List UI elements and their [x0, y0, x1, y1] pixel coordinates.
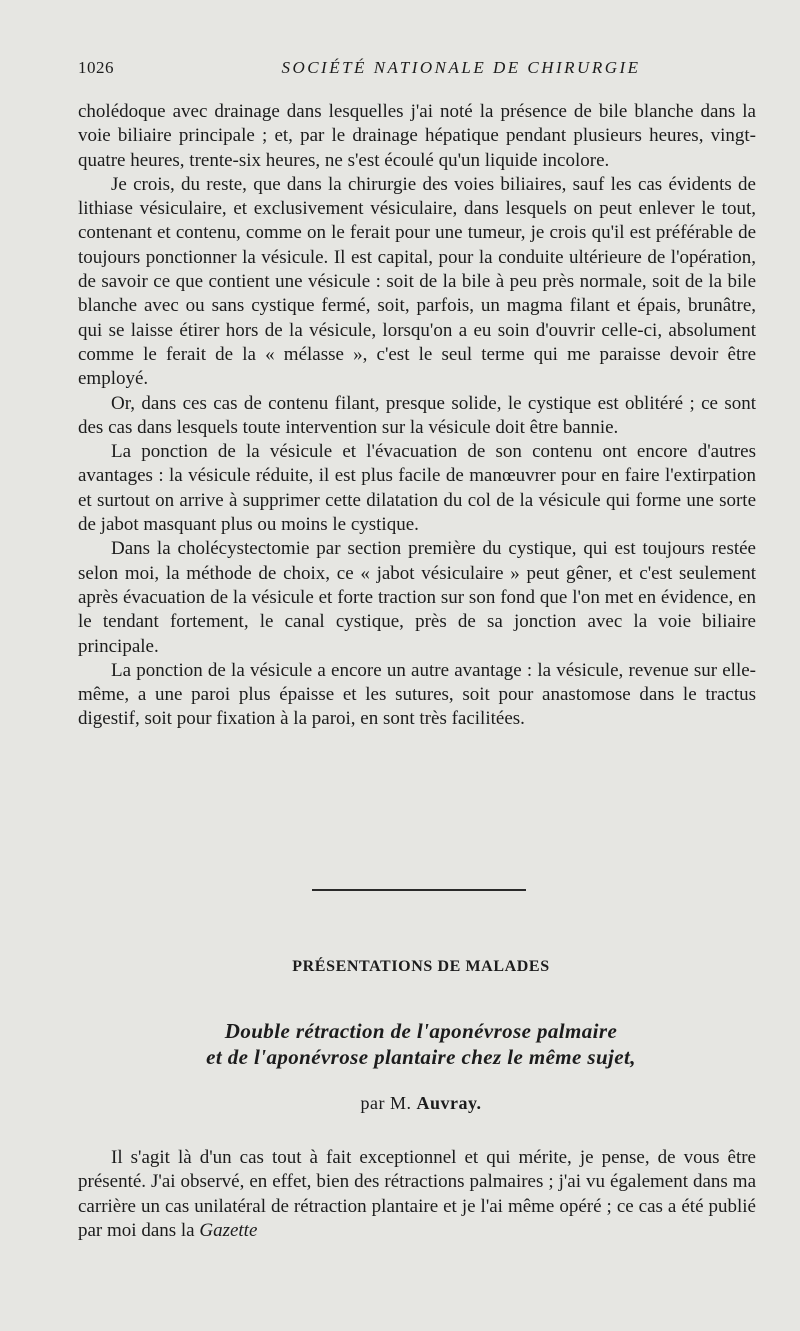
journal-reference: Gazette	[199, 1219, 258, 1241]
article-text	[78, 1146, 756, 1243]
paragraph: cholédoque avec drainage dans lesquelles j'ai noté la présence de bile blanche dans la voie biliaire principale ; et, par le drainage hépatique pendant plusieurs heures, vingt-quatre heures, trente-six heures, ne s'est écoulé qu'un liquide incolore.	[78, 101, 756, 171]
paragraph: Je crois, du reste, que dans la chirurgie des voies biliaires, sauf les cas évidents de lithiase vésiculaire, et exclusivement vésiculaire, dans lesquels on peut enlever le tout, contenant et contenu, comme on le ferait pour une tumeur, je crois qu'il est préférable de toujours ponctionner la vésicule. Il est capital, pour la conduite ultérieure de l'opération, de savoir ce que contient une vésicule : soit de la bile à peu près normale, soit de la bile blanche avec ou sans cystique fermé, soit, parfois, un magma filant et épais, brunâtre, qui se laisse étirer hors de la vésicule, lorsqu'on a eu soin d'ouvrir celle-ci, absolument comme le ferait de la « mélasse », c'est le seul terme qui me paraisse devoir être employé.	[78, 173, 756, 390]
article-title-line: et de l'aponévrose plantaire chez le même sujet,	[206, 1045, 636, 1069]
journal-title: SOCIÉTÉ NATIONALE DE CHIRURGIE	[281, 58, 641, 77]
paragraph-text: Il s'agit là d'un cas tout à fait exceptionnel et qui mérite, je pense, de vous être présenté. J'ai observé, en effet, bien des rétractions palmaires ; j'ai vu également dans ma carrière un cas unilatéral de rétraction plantaire et je l'ai même opéré ; ce cas a été publié par moi dans la	[78, 1147, 756, 1241]
paragraph	[78, 1146, 756, 1243]
paragraph: La ponction de la vésicule a encore un autre avantage : la vésicule, revenue sur elle-même, a une paroi plus épaisse et les sutures, soit pour anastomose dans le tractus digestif, soit pour fixation à la paroi, en sont très facilitées.	[78, 659, 756, 730]
byline-prefix: par M.	[360, 1093, 412, 1113]
paragraph: Dans la cholécystectomie par section première du cystique, qui est toujours restée selon moi, la méthode de choix, ce « jabot vésiculaire » peut gêner, et c'est seulement après évacuation de la vésicule et forte traction sur son fond que l'on met en évidence, en le tendant fortement, le canal cystique, près de sa jonction avec la voie biliaire principale.	[78, 538, 756, 657]
byline-author: Auvray.	[416, 1093, 482, 1113]
discussion-text	[78, 100, 756, 732]
running-head	[78, 58, 754, 82]
article-title-line: Double rétraction de l'aponévrose palmaire	[224, 1019, 618, 1043]
section-divider	[312, 889, 526, 891]
section-heading: PRÉSENTATIONS DE MALADES	[292, 958, 550, 975]
paragraph: Or, dans ces cas de contenu filant, presque solide, le cystique est oblitéré ; ce sont des cas dans lesquels toute intervention sur la vésicule doit être bannie.	[78, 392, 756, 438]
paragraph: La ponction de la vésicule et l'évacuation de son contenu ont encore d'autres avantages : la vésicule réduite, il est plus facile de manœuvrer pour en faire l'extirpation et surtout on arrive à supprimer cette dilatation du col de la vésicule qui forme une sorte de jabot masquant plus ou moins le cystique.	[78, 441, 756, 536]
page-number: 1026	[78, 58, 114, 77]
article-title	[78, 1018, 764, 1070]
byline	[78, 1093, 764, 1114]
